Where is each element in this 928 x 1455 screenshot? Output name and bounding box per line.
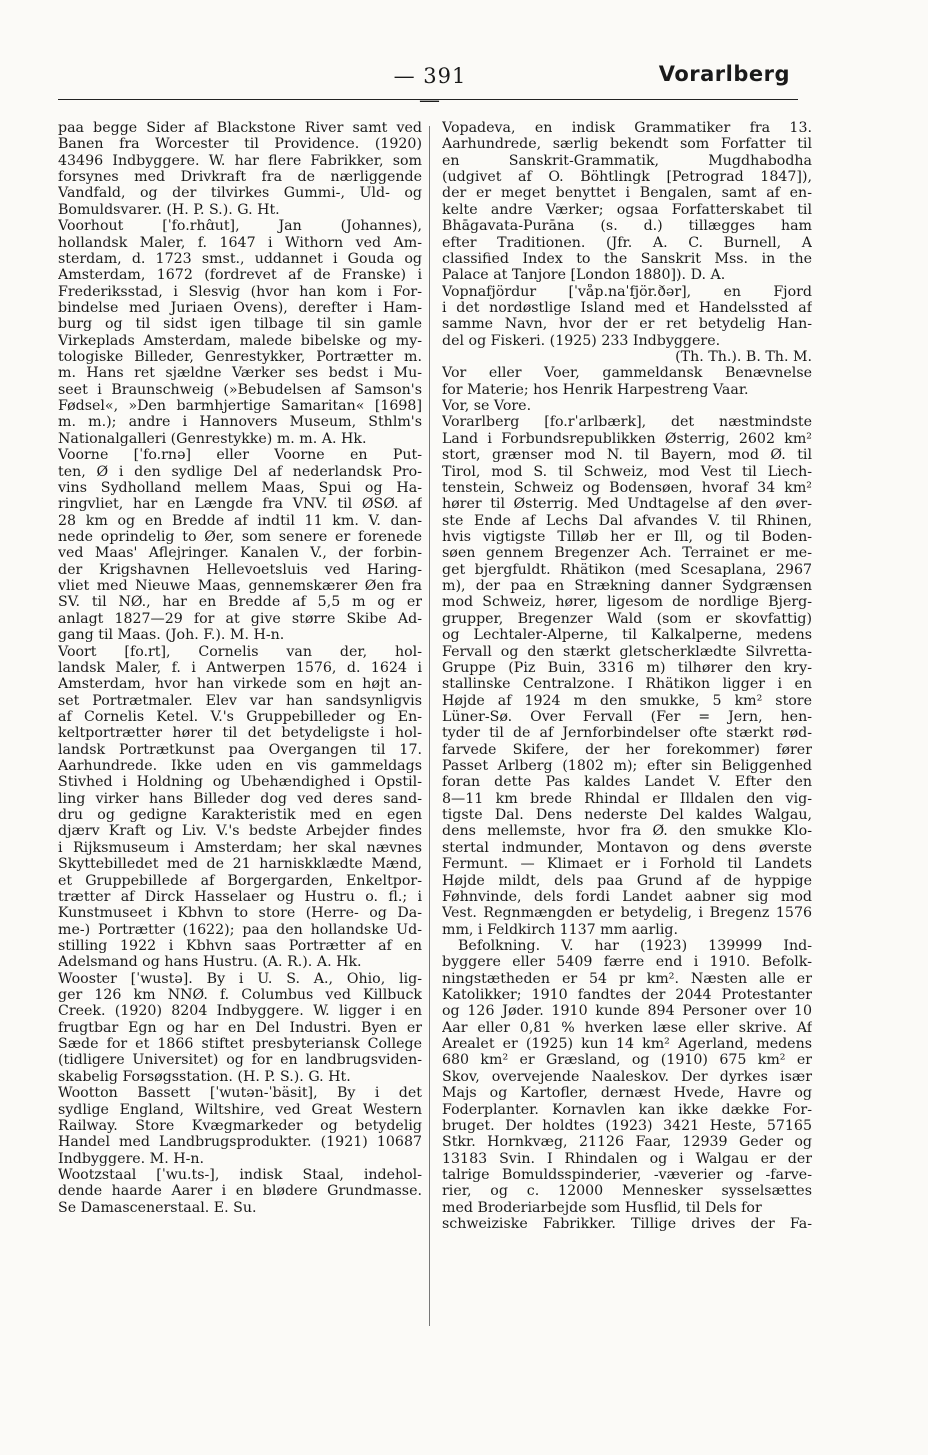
column-divider [429, 126, 430, 1326]
text-line: Fervall og den stærkt gletscherklædte Silvretta- [442, 643, 812, 660]
text-line: Vor eller Voer, gammeldansk Benævnelse [442, 365, 812, 382]
text-line: ger 126 km NNØ. f. Columbus ved Killbuck [58, 987, 422, 1004]
page-header [0, 0, 928, 110]
text-line: Palace at Tanjore [London 1880]). D. A. [442, 267, 726, 284]
text-line: Gruppe (Piz Buin, 3316 m) tilhører den kry- [442, 659, 812, 676]
text-line: vliet med Nieuwe Maas, gennemskærer Øen fra [58, 578, 422, 595]
text-line: dende haarde Aarer i en blødere Grundmasse. [58, 1183, 422, 1200]
text-line: set Portrætmaler. Elev var han sandsynligvis [58, 692, 422, 709]
text-line: Vor, se Vore. [442, 398, 532, 415]
text-line: grupper, Bregenzer Wald (som er skovfattig) [442, 610, 812, 627]
text-line: Railway. Store Kvægmarkeder og betydelig [58, 1117, 422, 1134]
text-line: ved Maas' Aflejringer. Kanalen V., der forbin- [58, 545, 422, 562]
left-column [58, 120, 422, 1216]
text-line: Vandfald, og der tilvirkes Gummi-, Uld- og [58, 185, 422, 202]
text-line: Lüner-Sø. Over Fervall (Fer = Jern, hen- [442, 708, 812, 725]
text-line: i det nordøstlige Island med et Handelssted af [442, 299, 812, 316]
text-line: trætter af Dirck Hasselaer og Hustru o. fl.; i [58, 888, 422, 905]
text-line: Amsterdam, hvor han virkede som en højt an- [58, 676, 422, 693]
text-line: vins Sydholland mellem Maas, Spui og Ha- [58, 479, 422, 496]
text-line: Wooster [ˈwustə]. By i U. S. A., Ohio, lig- [58, 970, 422, 987]
text-line: schweiziske Fabrikker. Tillige drives der Fa- [442, 1216, 812, 1233]
page-number: — 391 — [393, 64, 467, 112]
text-line: ningstætheden er 54 pr km². Næsten alle er [442, 970, 812, 987]
text-line: Banen fra Worcester til Providence. (1920) [58, 136, 422, 153]
text-line: stallinske Centralzone. I Rhätikon ligger i en [442, 676, 812, 693]
text-line: (Th. Th.). B. Th. M. [675, 349, 812, 366]
text-line: stertal indmunder, Montavon og dens øverste [442, 839, 812, 856]
text-line: Virkeplads Amsterdam, malede bibelske og my- [58, 332, 422, 349]
text-line: bruget. Der holdtes (1923) 3421 Heste, 57165 [442, 1117, 812, 1134]
text-line: dru og gedigne Karakteristik med en egen [58, 807, 422, 824]
header-rule [58, 99, 798, 100]
text-line: tigste Dal. Dens nederste Del kaldes Walgau, [442, 807, 812, 824]
text-line: efter Traditionen. (Jfr. A. C. Burnell, A [442, 234, 812, 251]
text-line: paa begge Sider af Blackstone River samt ved [58, 120, 422, 136]
text-line: Stivhed i Holdning og Ubehændighed i Opstil- [58, 774, 422, 791]
text-line: af Cornelis Ketel. V.'s Gruppebilleder og En- [58, 708, 422, 725]
text-line: me-) Portrætter (1622); paa den hollandske Ud- [58, 921, 422, 938]
text-line: m. Hans ret sjældne Værker ses bedst i Mu- [58, 365, 422, 382]
text-line: Stkr. Hornkvæg, 21126 Faar, 12939 Geder og [442, 1134, 812, 1151]
text-line: Skyttebilledet med de 21 harniskklædte Mænd, [58, 856, 422, 873]
text-line: et Gruppebillede af Borgergarden, Enkeltpor- [58, 872, 422, 889]
text-line: i Rijksmuseum i Amsterdam; her skal nævnes [58, 839, 422, 856]
text-line: hører til Østerrig. Med Undtagelse af den øver- [442, 496, 812, 513]
text-line: 28 km og en Bredde af indtil 11 km. V. dan- [58, 512, 422, 529]
text-line: en Sanskrit-Grammatik, Mugdhabodha [442, 152, 812, 169]
text-line: Højde mildt, dels paa Grund af de hyppige [442, 872, 812, 889]
text-line: Fermunt. — Klimaet er i Forhold til Landets [442, 856, 812, 873]
right-column [442, 120, 812, 1232]
running-head: Vorarlberg [658, 62, 790, 86]
text-line: med Broderiarbejde som Husflid, til Dels for [442, 1199, 762, 1216]
text-line: rier, og c. 12000 Mennesker sysselsættes [442, 1183, 812, 1200]
text-line: Arealet er (1925) kun 14 km² Agerland, medens [442, 1036, 812, 1053]
text-line: Voort [fo.rt], Cornelis van der, hol- [58, 643, 422, 660]
text-line: Vopadeva, en indisk Grammatiker fra 13. [442, 120, 812, 136]
text-line: Land i Forbundsrepublikken Østerrig, 2602 km² [442, 430, 812, 447]
text-line: foran dette Pas kaldes Landet V. Efter den [442, 774, 812, 791]
text-line: Fødsel«, »Den barmhjertige Samaritan« [1698] [58, 398, 422, 415]
text-line: classified Index to the Sanskrit Mss. in the [442, 250, 812, 267]
text-line: stilling 1922 i Kbhvn saas Portrætter af en [58, 937, 422, 954]
text-line: ten, Ø i den sydlige Del af nederlandsk Pro- [58, 463, 422, 480]
text-line: samme Navn, hvor der er ret betydelig Han- [442, 316, 812, 333]
text-line: ste Ende af Lechs Dal afvandes V. til Rhinen, [442, 512, 812, 529]
text-line: keltportrætter hører til det betydeligste i hol- [58, 725, 422, 742]
text-line: mod Schweiz, hører, ligesom de nordlige Bjerg- [442, 594, 812, 611]
text-line: og 126 Jøder. 1910 kunde 894 Personer over 10 [442, 1003, 812, 1020]
text-line: bindelse med Juriaen Ovens), derefter i Ham- [58, 299, 422, 316]
text-line: Bhāgavata-Purāna (s. d.) tillægges ham [442, 218, 812, 235]
text-line: landsk Maler, f. i Antwerpen 1576, d. 1624 i [58, 659, 422, 676]
text-line: 680 km² er Græsland, og (1910) 675 km² er [442, 1052, 812, 1069]
text-line: Kunstmuseet i Kbhvn to store (Herre- og Da- [58, 905, 422, 922]
text-line: og Lechtaler-Alperne, til Kalkalperne, medens [442, 627, 812, 644]
text-line: (udgivet af O. Böhtlingk [Petrograd 1847]), [442, 169, 812, 186]
text-line: ling virker hans Billeder dog ved deres sand- [58, 790, 422, 807]
text-line: 8—11 km brede Rhindal er Illdalen den vig- [442, 790, 812, 807]
text-line: Vopnafjördur [ˈvåp.naˈfjör.ðər], en Fjord [442, 283, 812, 300]
text-line: Se Damascenerstaal. E. Su. [58, 1199, 257, 1216]
text-line: Amsterdam, 1672 (fordrevet af de Franske) i [58, 267, 422, 284]
text-line: Creek. (1920) 8204 Indbyggere. W. ligger i en [58, 1003, 422, 1020]
text-line: (tidligere Universitet) og for en landbrugsviden- [58, 1052, 422, 1069]
text-line: talrige Bomuldsspinderier, -væverier og -farve- [442, 1167, 812, 1183]
text-line: der er meget benyttet i Bengalen, samt af en- [442, 185, 812, 202]
text-line: m. m.); andre i Hannovers Museum, Sthlm's [58, 414, 422, 431]
text-line: del og Fiskeri. (1925) 233 Indbyggere. [442, 332, 721, 349]
text-line: Tirol, mod S. til Schweiz, mod Vest til Liech- [442, 463, 812, 480]
text-line: Voorhout [ˈfo.rhɑ̂ut], Jan (Johannes), [58, 218, 422, 235]
text-line: kelte andre Værker; ogsaa Forfatterskabet til [442, 201, 812, 218]
text-line: Aar eller 0,81 % hverken læse eller skrive. Af [442, 1019, 812, 1036]
text-line: stort, grænser mod N. til Bayern, mod Ø. til [442, 447, 812, 464]
text-line: Bomuldsvarer. (H. P. S.). G. Ht. [58, 201, 280, 218]
text-line: Wootzstaal [ˈwu.ts-], indisk Staal, indehol- [58, 1167, 422, 1183]
text-line: skabelig Forsøgsstation. (H. P. S.). G. Ht. [58, 1068, 351, 1085]
text-line: Foderplanter. Kornavlen kan ikke dække For- [442, 1101, 812, 1118]
text-line: tyder til de af Jernforbindelser ofte stærkt rød- [442, 725, 812, 742]
text-line: Handel med Landbrugsprodukter. (1921) 10687 [58, 1134, 422, 1151]
text-line: for Materie; hos Henrik Harpestreng Vaar. [442, 381, 749, 398]
text-line: Sæde for et 1866 stiftet presbyteriansk College [58, 1036, 422, 1053]
text-line: Adelsmand og hans Hustru. (A. R.). A. Hk. [58, 954, 362, 971]
text-line: hollandsk Maler, f. 1647 i Withorn ved Am- [58, 234, 422, 251]
text-line: sydlige England, Wiltshire, ved Great Western [58, 1101, 422, 1118]
text-line: Aarhundrede. Ikke uden en vis gammeldags [58, 758, 422, 775]
text-line: Frederiksstad, i Slesvig (hvor han kom i For- [58, 283, 422, 300]
text-line: hvis vigtigste Tilløb her er Ill, og til Boden- [442, 528, 812, 545]
text-line: Vest. Regnmængden er betydelig, i Bregenz 1576 [442, 905, 812, 922]
text-line: anlagt 1827—29 for at give større Skibe Ad- [58, 610, 422, 627]
text-line: ringvliet, har en Længde fra VNV. til ØSØ. af [58, 496, 422, 513]
text-line: SV. til NØ., har en Bredde af 5,5 m og er [58, 594, 422, 611]
text-line: gang til Maas. (Joh. F.). M. H-n. [58, 627, 285, 644]
text-line: dens mellemste, hvor fra Ø. den smukke Klo- [442, 823, 812, 840]
text-line: Føhnvinde, dels fordi Landet aabner sig mod [442, 888, 812, 905]
text-line: Befolkning. V. har (1923) 139999 Ind- [458, 937, 812, 954]
text-line: Wootton Bassett [ˈwutən-ˈbäsit], By i det [58, 1085, 422, 1102]
text-line: Voorne [ˈfo.rnə] eller Voorne en Put- [58, 447, 422, 464]
text-line: Nationalgalleri (Genrestykke) m. m. A. Hk. [58, 430, 367, 447]
text-line: m), der paa en Strækning danner Sydgrænsen [442, 578, 812, 595]
text-line: sterdam, d. 1723 smst., uddannet i Gouda og [58, 250, 422, 267]
text-line: Passet Arlberg (1802 m); efter sin Beliggenhed [442, 758, 812, 775]
text-line: 13183 Svin. I Rhindalen og i Walgau er der [442, 1150, 812, 1167]
text-line: djærv Kraft og Liv. V.'s bedste Arbejder findes [58, 823, 422, 840]
text-line: Indbyggere. M. H-n. [58, 1150, 205, 1167]
text-line: Højde af 1924 m den smukke, 5 km² store [442, 692, 812, 709]
text-line: frugtbar Egn og har en Del Industri. Byen er [58, 1019, 422, 1036]
text-line: forsynes med Drivkraft fra de nærliggende [58, 169, 422, 186]
text-line: 43496 Indbyggere. W. har flere Fabrikker, som [58, 152, 422, 169]
text-line: landsk Portrætkunst paa Overgangen til 17. [58, 741, 422, 758]
text-line: farvede Skifere, der her forekommer) fører [442, 741, 812, 758]
text-line: der Krigshavnen Hellevoetsluis ved Haring- [58, 561, 422, 578]
text-line: mm, i Feldkirch 1137 mm aarlig. [442, 921, 678, 938]
text-line: seet i Braunschweig (»Bebudelsen af Samson's [58, 381, 422, 398]
text-line: get bjergfuldt. Rhätikon (med Scesaplana, 2967 [442, 561, 812, 578]
text-line: byggere eller 5409 færre end i 1910. Befolk- [442, 954, 812, 971]
text-line: burg og til sidst igen tilbage til sin gamle [58, 316, 422, 333]
text-line: tenstein, Schweiz og Bodensøen, hvoraf 34 km² [442, 479, 812, 496]
text-line: Aarhundrede, særlig bekendt som Forfatter til [442, 136, 812, 153]
text-line: Skov, overvejende Naaleskov. Der dyrkes især [442, 1068, 812, 1085]
text-line: nede oprindelig to Øer, som senere er forenede [58, 528, 422, 545]
text-line: søen gennem Bregenzer Ach. Terrainet er me- [442, 545, 812, 562]
text-line: Vorarlberg [fo.rˈarlbærk], det næstmindste [442, 414, 812, 431]
text-line: Majs og Kartofler, dernæst Hvede, Havre og [442, 1085, 812, 1102]
text-line: tologiske Billeder, Genrestykker, Portrætter m. [58, 349, 422, 366]
text-line: Katolikker; 1910 fandtes der 2044 Protestanter [442, 987, 812, 1004]
